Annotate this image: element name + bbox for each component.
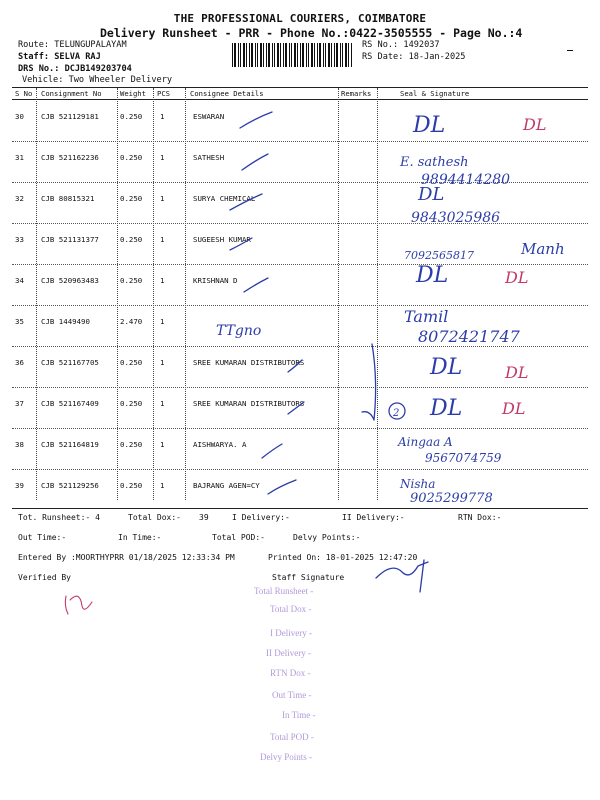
hw-text: 7092565817 <box>404 249 474 262</box>
hw-text: 9025299778 <box>410 491 493 506</box>
stamp-line: I Delivery - <box>270 628 312 638</box>
hw-text: 9894414280 <box>421 172 511 188</box>
in-time: In Time:- <box>118 533 162 542</box>
stamp-line: II Delivery - <box>266 648 311 658</box>
check-mark <box>244 278 268 292</box>
hw-text: E. sathesh <box>400 155 469 170</box>
stamp-line: Out Time - <box>272 690 312 700</box>
row-consignment: CJB 521167705 <box>41 358 99 367</box>
hw-text: 8072421747 <box>418 327 520 346</box>
delvy-points: Delvy Points:- <box>293 533 361 542</box>
row-pcs: 1 <box>160 358 165 367</box>
row-weight: 0.250 <box>120 194 143 203</box>
bracket-mark <box>362 344 376 420</box>
row-pcs: 1 <box>160 153 165 162</box>
row-weight: 2.470 <box>120 317 143 326</box>
drs-number: DRS No.: DCJB149203704 <box>18 64 132 74</box>
row-consignment: CJB 521164819 <box>41 440 99 449</box>
row-weight: 0.250 <box>120 399 143 408</box>
row-sno: 39 <box>15 481 24 490</box>
row-consignment: CJB 521129256 <box>41 481 99 490</box>
check-mark <box>242 154 268 170</box>
check-mark <box>230 238 252 250</box>
entered-by: Entered By :MOORTHYPRR 01/18/2025 12:33:34 PM <box>18 553 235 562</box>
row-sno: 32 <box>15 194 24 203</box>
row-sno: 36 <box>15 358 24 367</box>
row-weight: 0.250 <box>120 153 143 162</box>
hw-text: 9567074759 <box>425 451 502 465</box>
hw-text: TTgno <box>216 323 262 339</box>
row-consignee: BAJRANG AGEN=CY <box>193 481 260 490</box>
stamp-line: Delvy Points - <box>260 752 313 762</box>
row-consignee: SREE KUMARAN DISTRIBUTORS <box>193 358 305 367</box>
row-sno: 31 <box>15 153 24 162</box>
row-weight: 0.250 <box>120 112 143 121</box>
row-consignee: ESWARAN <box>193 112 225 121</box>
stamp-line: RTN Dox - <box>270 668 311 678</box>
check-mark <box>268 480 296 494</box>
row-consignee: SURYA CHEMICAL <box>193 194 256 203</box>
col-seal-signature: Seal & Signature <box>400 89 470 98</box>
hw-text: DL <box>413 113 446 138</box>
row-pcs: 1 <box>160 317 165 326</box>
hw-text: DL <box>430 355 463 380</box>
row-pcs: 1 <box>160 481 165 490</box>
row-consignment: CJB 80815321 <box>41 194 95 203</box>
hw-text: 2 <box>393 408 400 419</box>
total-dox-label: Total Dox:- <box>128 513 181 522</box>
rs-date: RS Date: 18-Jan-2025 <box>362 52 466 62</box>
staff-label: Staff: SELVA RAJ <box>18 52 101 62</box>
stamp-line: Total POD - <box>270 732 314 742</box>
runsheet-title: Delivery Runsheet - PRR - Phone No.:0422-3505555 - Page No.:4 <box>100 26 523 40</box>
row-sno: 37 <box>15 399 24 408</box>
hw-text: DL <box>505 268 529 287</box>
row-pcs: 1 <box>160 276 165 285</box>
row-consignee: SATHESH <box>193 153 225 162</box>
row-sno: 33 <box>15 235 24 244</box>
check-mark <box>240 112 272 128</box>
col-sno: S No <box>15 89 33 98</box>
verified-signature-mark <box>65 596 92 614</box>
row-consignment: CJB 521162236 <box>41 153 99 162</box>
check-mark <box>262 444 282 458</box>
tot-runsheet: Tot. Runsheet:- 4 <box>18 513 100 522</box>
row-pcs: 1 <box>160 440 165 449</box>
hw-text: Manh <box>521 240 565 258</box>
row-consignment: CJB 521131377 <box>41 235 99 244</box>
check-mark <box>288 402 304 414</box>
row-pcs: 1 <box>160 235 165 244</box>
company-name: THE PROFESSIONAL COURIERS, COIMBATORE <box>173 12 427 25</box>
hw-text: DL <box>416 263 449 288</box>
printed-on: Printed On: 18-01-2025 12:47:20 <box>268 553 418 562</box>
check-mark <box>288 360 302 372</box>
row-consignment: CJB 1449490 <box>41 317 90 326</box>
row-sno: 38 <box>15 440 24 449</box>
row-weight: 0.250 <box>120 440 143 449</box>
row-consignee: AISHWARYA. A <box>193 440 247 449</box>
rtn-dox: RTN Dox:- <box>458 513 502 522</box>
row-consignment: CJB 520963483 <box>41 276 99 285</box>
hw-text: 9843025986 <box>411 210 501 226</box>
row-weight: 0.250 <box>120 358 143 367</box>
col-consignee: Consignee Details <box>190 89 264 98</box>
row-consignee: SUGEESH KUMAR <box>193 235 251 244</box>
staff-signature: Staff Signature <box>272 573 345 582</box>
stamp-line: Total Dox - <box>270 604 312 614</box>
row-weight: 0.250 <box>120 276 143 285</box>
col-remarks: Remarks <box>341 89 372 98</box>
stamp-line: In Time - <box>282 710 316 720</box>
row-consignment: CJB 521167409 <box>41 399 99 408</box>
hw-text: DL <box>430 396 463 421</box>
total-dox-value: 39 <box>199 513 209 522</box>
check-mark <box>230 194 262 210</box>
total-pod: Total POD:- <box>212 533 265 542</box>
ii-delivery: II Delivery:- <box>342 513 405 522</box>
out-time: Out Time:- <box>18 533 67 542</box>
hw-text: Aingaa A <box>398 435 453 449</box>
hw-text: Tamil <box>404 307 449 326</box>
hw-text: DL <box>523 115 547 134</box>
row-weight: 0.250 <box>120 235 143 244</box>
row-sno: 35 <box>15 317 24 326</box>
staff-signature-mark <box>376 560 428 592</box>
hw-text: Nisha <box>400 477 436 491</box>
row-pcs: 1 <box>160 194 165 203</box>
row-consignment: CJB 521129181 <box>41 112 99 121</box>
row-consignee: KRISHNAN D <box>193 276 238 285</box>
stamp-line: Total Runsheet - <box>254 586 314 596</box>
row-consignee: SREE KUMARAN DISTRIBUTORS <box>193 399 305 408</box>
i-delivery: I Delivery:- <box>232 513 290 522</box>
hw-text: DL <box>505 363 529 382</box>
col-consignment: Consignment No <box>41 89 102 98</box>
col-pcs: PCS <box>157 89 170 98</box>
row-pcs: 1 <box>160 112 165 121</box>
hw-text: DL <box>418 184 445 205</box>
row-sno: 34 <box>15 276 24 285</box>
row-pcs: 1 <box>160 399 165 408</box>
verified-by: Verified By <box>18 573 71 582</box>
hw-text: DL <box>502 399 526 418</box>
row-sno: 30 <box>15 112 24 121</box>
vehicle-label: Vehicle: Two Wheeler Delivery <box>22 75 173 85</box>
rs-number: RS No.: 1492037 <box>362 40 440 50</box>
route-label: Route: TELUNGUPALAYAM <box>18 40 127 50</box>
row-weight: 0.250 <box>120 481 143 490</box>
col-weight: Weight <box>120 89 146 98</box>
